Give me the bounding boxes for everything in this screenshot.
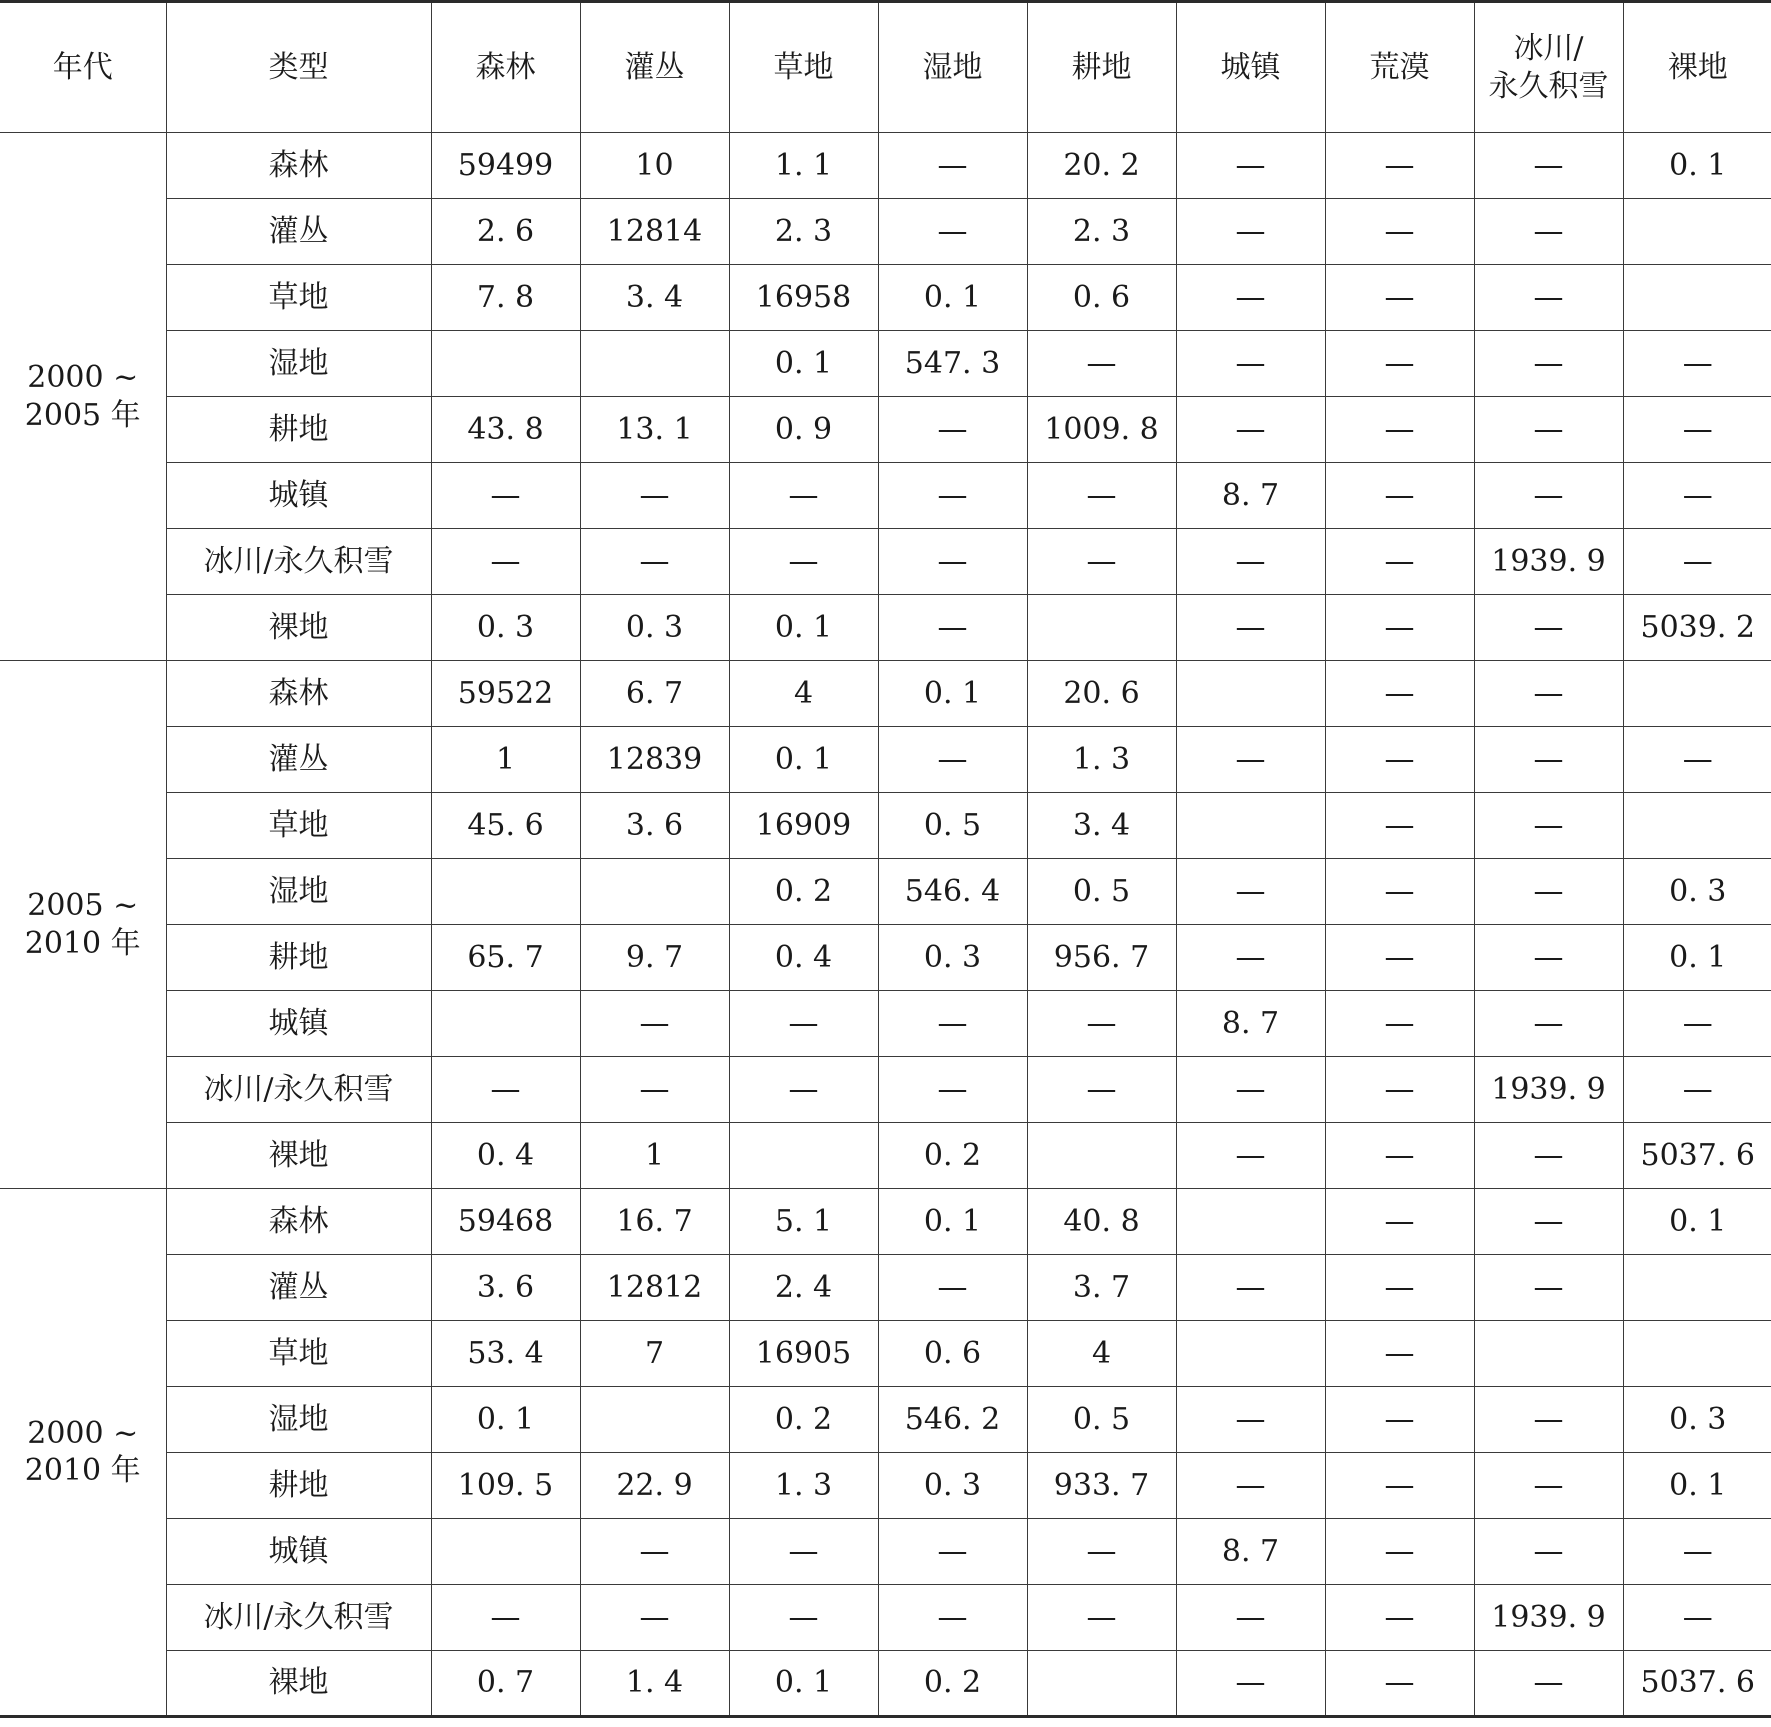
row-type-label: 城镇 xyxy=(166,1519,431,1585)
table-cell: 7 xyxy=(580,1321,729,1387)
column-header xyxy=(0,2,166,133)
table-cell: — xyxy=(1027,331,1176,397)
table-cell: 0. 1 xyxy=(1623,1453,1771,1519)
table-cell: — xyxy=(1325,1321,1474,1387)
table-cell: 0. 3 xyxy=(878,1453,1027,1519)
table-cell: 1939. 9 xyxy=(1474,529,1623,595)
table-cell xyxy=(431,859,580,925)
table-cell: — xyxy=(1474,925,1623,991)
table-cell: 0. 1 xyxy=(729,595,878,661)
table-cell: — xyxy=(1176,1057,1325,1123)
table-cell: — xyxy=(1623,331,1771,397)
table-cell: — xyxy=(729,1519,878,1585)
table-cell: — xyxy=(1325,1189,1474,1255)
table-cell: — xyxy=(1176,331,1325,397)
table-cell xyxy=(580,1387,729,1453)
table-cell xyxy=(580,331,729,397)
table-cell xyxy=(1027,1123,1176,1189)
table-cell: — xyxy=(878,463,1027,529)
table-cell: 7. 8 xyxy=(431,265,580,331)
column-header xyxy=(431,2,580,133)
table-cell: — xyxy=(1325,1255,1474,1321)
table-cell: 2. 4 xyxy=(729,1255,878,1321)
table-cell: — xyxy=(1176,1585,1325,1651)
table-cell: — xyxy=(1176,1255,1325,1321)
table-cell: 0. 1 xyxy=(1623,925,1771,991)
table-cell: — xyxy=(1474,991,1623,1057)
table-cell: — xyxy=(1325,1387,1474,1453)
table-row xyxy=(0,397,1771,463)
table-cell: — xyxy=(580,1585,729,1651)
table-cell: — xyxy=(1176,595,1325,661)
period-cell xyxy=(0,1189,166,1717)
table-cell: 0. 4 xyxy=(431,1123,580,1189)
table-cell: 0. 2 xyxy=(729,859,878,925)
table-row xyxy=(0,727,1771,793)
table-row xyxy=(0,1585,1771,1651)
table-cell: — xyxy=(1176,1651,1325,1717)
table-row xyxy=(0,1321,1771,1387)
table-cell xyxy=(1176,1189,1325,1255)
table-cell: — xyxy=(1027,1057,1176,1123)
table-cell: 0. 6 xyxy=(1027,265,1176,331)
table-cell: 1. 4 xyxy=(580,1651,729,1717)
table-cell: 0. 1 xyxy=(878,265,1027,331)
table-cell: 0. 7 xyxy=(431,1651,580,1717)
column-header xyxy=(1176,2,1325,133)
table-cell: — xyxy=(1474,727,1623,793)
row-type-label: 裸地 xyxy=(166,1651,431,1717)
table-cell: — xyxy=(431,1057,580,1123)
table-cell: 43. 8 xyxy=(431,397,580,463)
row-type-label: 灌丛 xyxy=(166,199,431,265)
table-cell: 5037. 6 xyxy=(1623,1123,1771,1189)
table-cell: 0. 4 xyxy=(729,925,878,991)
table-cell: 0. 3 xyxy=(431,595,580,661)
table-cell: — xyxy=(729,991,878,1057)
table-cell: — xyxy=(1623,1519,1771,1585)
table-row xyxy=(0,1387,1771,1453)
row-type-label: 森林 xyxy=(166,661,431,727)
table-row xyxy=(0,1453,1771,1519)
table-cell: — xyxy=(1325,133,1474,199)
table-cell: — xyxy=(1176,1123,1325,1189)
table-cell: — xyxy=(729,1057,878,1123)
column-header-text: 冰川/ xyxy=(1513,31,1584,66)
table-cell: 2. 6 xyxy=(431,199,580,265)
table-cell: — xyxy=(580,1057,729,1123)
table-cell: — xyxy=(1623,1585,1771,1651)
table-cell: 8. 7 xyxy=(1176,463,1325,529)
table-cell: 1 xyxy=(431,727,580,793)
table-cell: 3. 4 xyxy=(1027,793,1176,859)
table-cell: — xyxy=(878,595,1027,661)
table-cell: — xyxy=(1474,265,1623,331)
table-cell: — xyxy=(1027,1519,1176,1585)
table-cell xyxy=(1623,265,1771,331)
table-cell: — xyxy=(1176,265,1325,331)
table-cell xyxy=(1176,793,1325,859)
table-cell: 45. 6 xyxy=(431,793,580,859)
row-type-label: 城镇 xyxy=(166,463,431,529)
table-cell: — xyxy=(1325,1585,1474,1651)
table-cell: — xyxy=(1474,1189,1623,1255)
table-cell: — xyxy=(1325,331,1474,397)
table-header xyxy=(0,2,1771,133)
table-cell: 59499 xyxy=(431,133,580,199)
table-cell xyxy=(431,991,580,1057)
table-cell: 546. 4 xyxy=(878,859,1027,925)
table-cell: 2. 3 xyxy=(1027,199,1176,265)
table-cell: — xyxy=(1176,529,1325,595)
table-cell xyxy=(1474,1321,1623,1387)
table-row xyxy=(0,595,1771,661)
table-cell xyxy=(580,859,729,925)
table-cell: 12814 xyxy=(580,199,729,265)
table-cell: 1009. 8 xyxy=(1027,397,1176,463)
table-cell xyxy=(1623,1321,1771,1387)
table-cell: 2. 3 xyxy=(729,199,878,265)
table-cell: 13. 1 xyxy=(580,397,729,463)
table-row xyxy=(0,331,1771,397)
table-cell: — xyxy=(1325,1453,1474,1519)
table-cell xyxy=(1027,595,1176,661)
table-cell: 16909 xyxy=(729,793,878,859)
table-cell: — xyxy=(431,463,580,529)
table-cell: — xyxy=(1474,1387,1623,1453)
table-cell: 1 xyxy=(580,1123,729,1189)
table-cell: 5037. 6 xyxy=(1623,1651,1771,1717)
table-cell: — xyxy=(580,529,729,595)
table-cell: 8. 7 xyxy=(1176,991,1325,1057)
table-cell: — xyxy=(1027,991,1176,1057)
table-row xyxy=(0,991,1771,1057)
table-cell: — xyxy=(878,199,1027,265)
table-row xyxy=(0,1255,1771,1321)
table-cell: — xyxy=(580,463,729,529)
table-cell: 0. 3 xyxy=(580,595,729,661)
table-cell: — xyxy=(1325,925,1474,991)
table-cell: 0. 1 xyxy=(1623,1189,1771,1255)
table-cell: 3. 6 xyxy=(431,1255,580,1321)
table-cell: 59468 xyxy=(431,1189,580,1255)
table-cell: — xyxy=(1474,1255,1623,1321)
period-label: 2010 年 xyxy=(24,925,141,961)
table-cell: 1. 3 xyxy=(1027,727,1176,793)
table-cell: 53. 4 xyxy=(431,1321,580,1387)
table-row xyxy=(0,199,1771,265)
table-cell: 12839 xyxy=(580,727,729,793)
column-header-text: 城镇 xyxy=(1220,49,1281,85)
table-cell: — xyxy=(1623,397,1771,463)
row-type-label: 耕地 xyxy=(166,925,431,991)
table-cell: 0. 1 xyxy=(878,1189,1027,1255)
column-header-text: 类型 xyxy=(268,49,329,85)
row-type-label: 裸地 xyxy=(166,1123,431,1189)
period-label: 2010 年 xyxy=(24,1453,141,1488)
table-cell: 5039. 2 xyxy=(1623,595,1771,661)
column-header-text: 荒漠 xyxy=(1369,49,1430,85)
table-cell: — xyxy=(1176,1387,1325,1453)
table-cell: 65. 7 xyxy=(431,925,580,991)
table-cell: — xyxy=(1474,1453,1623,1519)
row-type-label: 冰川/永久积雪 xyxy=(166,1057,431,1123)
table-cell: 8. 7 xyxy=(1176,1519,1325,1585)
table-cell: — xyxy=(1176,133,1325,199)
table-cell: 0. 5 xyxy=(1027,859,1176,925)
table-cell xyxy=(1176,1321,1325,1387)
table-cell xyxy=(1623,793,1771,859)
table-cell: 0. 1 xyxy=(729,1651,878,1717)
table-cell: — xyxy=(1325,1519,1474,1585)
table-cell: 12812 xyxy=(580,1255,729,1321)
table-cell: — xyxy=(878,397,1027,463)
table-cell: 0. 2 xyxy=(878,1123,1027,1189)
table-cell: 547. 3 xyxy=(878,331,1027,397)
table-cell: — xyxy=(729,463,878,529)
table-cell: — xyxy=(1474,133,1623,199)
table-cell: — xyxy=(878,133,1027,199)
column-header-text: 草地 xyxy=(773,49,834,85)
table-cell: — xyxy=(1474,1651,1623,1717)
table-cell: — xyxy=(1325,265,1474,331)
table-cell: 1939. 9 xyxy=(1474,1585,1623,1651)
table-cell: 0. 2 xyxy=(878,1651,1027,1717)
column-header xyxy=(166,2,431,133)
table-cell xyxy=(1176,661,1325,727)
row-type-label: 裸地 xyxy=(166,595,431,661)
table-cell: 9. 7 xyxy=(580,925,729,991)
table-cell: 0. 3 xyxy=(1623,859,1771,925)
table-cell: 16. 7 xyxy=(580,1189,729,1255)
table-cell: 956. 7 xyxy=(1027,925,1176,991)
row-type-label: 耕地 xyxy=(166,397,431,463)
table-cell xyxy=(1623,199,1771,265)
table-cell: — xyxy=(431,1585,580,1651)
header-row xyxy=(0,2,1771,133)
table-cell: — xyxy=(1325,1057,1474,1123)
table-cell: — xyxy=(1474,793,1623,859)
table-cell: — xyxy=(1176,397,1325,463)
table-cell: 0. 9 xyxy=(729,397,878,463)
table-cell: — xyxy=(1176,199,1325,265)
table-cell: 1. 1 xyxy=(729,133,878,199)
table-cell: — xyxy=(1623,727,1771,793)
column-header-text: 年代 xyxy=(52,49,113,85)
table-cell: 40. 8 xyxy=(1027,1189,1176,1255)
table-cell: — xyxy=(1325,199,1474,265)
table-cell: — xyxy=(1325,661,1474,727)
table-cell: — xyxy=(1325,859,1474,925)
table-cell: 933. 7 xyxy=(1027,1453,1176,1519)
column-header xyxy=(1474,2,1623,133)
table-cell: 1939. 9 xyxy=(1474,1057,1623,1123)
table-cell: — xyxy=(1325,727,1474,793)
table-cell: — xyxy=(580,1519,729,1585)
table-cell: — xyxy=(729,1585,878,1651)
table-row xyxy=(0,133,1771,199)
period-label: 2000 ~ xyxy=(27,1415,139,1451)
table-cell: 20. 6 xyxy=(1027,661,1176,727)
table-cell: — xyxy=(1027,463,1176,529)
row-type-label: 湿地 xyxy=(166,859,431,925)
table-body xyxy=(0,133,1771,1717)
table-row xyxy=(0,925,1771,991)
table-cell: — xyxy=(1325,397,1474,463)
table-cell: — xyxy=(878,1585,1027,1651)
table-cell: 4 xyxy=(729,661,878,727)
column-header xyxy=(878,2,1027,133)
column-header xyxy=(580,2,729,133)
table-cell: — xyxy=(1176,925,1325,991)
table-cell: — xyxy=(1623,1057,1771,1123)
table-row xyxy=(0,265,1771,331)
table-cell: — xyxy=(1623,529,1771,595)
row-type-label: 耕地 xyxy=(166,1453,431,1519)
table-cell: — xyxy=(878,529,1027,595)
period-cell xyxy=(0,133,166,661)
column-header xyxy=(1027,2,1176,133)
table-cell: — xyxy=(580,991,729,1057)
table-cell: 109. 5 xyxy=(431,1453,580,1519)
table-cell: — xyxy=(1176,1453,1325,1519)
row-type-label: 城镇 xyxy=(166,991,431,1057)
table-cell: — xyxy=(1474,463,1623,529)
table-cell: — xyxy=(1176,859,1325,925)
period-cell xyxy=(0,661,166,1189)
row-type-label: 冰川/永久积雪 xyxy=(166,529,431,595)
row-type-label: 湿地 xyxy=(166,331,431,397)
table-cell: — xyxy=(1176,727,1325,793)
table-row xyxy=(0,1189,1771,1255)
table-cell: — xyxy=(1027,529,1176,595)
table-row xyxy=(0,1651,1771,1717)
table-cell: 5. 1 xyxy=(729,1189,878,1255)
table-cell: 3. 4 xyxy=(580,265,729,331)
table-cell: — xyxy=(1474,1123,1623,1189)
table-cell: — xyxy=(1474,1519,1623,1585)
table-cell: — xyxy=(1474,661,1623,727)
table-cell: — xyxy=(878,991,1027,1057)
table-cell: 0. 3 xyxy=(878,925,1027,991)
table-cell: 10 xyxy=(580,133,729,199)
table-row xyxy=(0,793,1771,859)
table-cell: — xyxy=(878,1057,1027,1123)
table-cell: — xyxy=(1325,529,1474,595)
table-cell xyxy=(729,1123,878,1189)
row-type-label: 森林 xyxy=(166,133,431,199)
table-cell: 1. 3 xyxy=(729,1453,878,1519)
table-cell: 546. 2 xyxy=(878,1387,1027,1453)
table-cell: 6. 7 xyxy=(580,661,729,727)
table-cell: 0. 1 xyxy=(1623,133,1771,199)
table-cell: — xyxy=(1325,991,1474,1057)
table-cell: — xyxy=(878,727,1027,793)
table-row xyxy=(0,529,1771,595)
table-cell: 3. 7 xyxy=(1027,1255,1176,1321)
row-type-label: 湿地 xyxy=(166,1387,431,1453)
table-row xyxy=(0,1057,1771,1123)
table-row xyxy=(0,463,1771,529)
column-header xyxy=(729,2,878,133)
table-cell: 0. 1 xyxy=(431,1387,580,1453)
table-cell: 4 xyxy=(1027,1321,1176,1387)
table-cell: — xyxy=(1474,595,1623,661)
row-type-label: 草地 xyxy=(166,265,431,331)
table-row xyxy=(0,859,1771,925)
table-cell xyxy=(1027,1651,1176,1717)
table-row xyxy=(0,661,1771,727)
row-type-label: 灌丛 xyxy=(166,1255,431,1321)
table-cell: — xyxy=(1623,991,1771,1057)
table-cell: — xyxy=(1623,463,1771,529)
table-cell: — xyxy=(878,1519,1027,1585)
table-cell: — xyxy=(729,529,878,595)
table-cell: 20. 2 xyxy=(1027,133,1176,199)
table-cell: 22. 9 xyxy=(580,1453,729,1519)
table-cell: — xyxy=(1474,331,1623,397)
table-cell: 16905 xyxy=(729,1321,878,1387)
table-cell xyxy=(1623,1255,1771,1321)
table-cell: — xyxy=(1474,397,1623,463)
table-cell: — xyxy=(1325,793,1474,859)
table-cell: 3. 6 xyxy=(580,793,729,859)
column-header-text: 裸地 xyxy=(1667,49,1728,85)
period-label: 2005 ~ xyxy=(27,888,139,923)
table-cell: — xyxy=(431,529,580,595)
table-cell: 0. 2 xyxy=(729,1387,878,1453)
column-header-text: 永久积雪 xyxy=(1488,68,1609,104)
table-cell xyxy=(431,1519,580,1585)
table-cell: 0. 6 xyxy=(878,1321,1027,1387)
table-cell: 0. 5 xyxy=(878,793,1027,859)
column-header xyxy=(1325,2,1474,133)
table-cell: — xyxy=(1325,463,1474,529)
column-header-text: 森林 xyxy=(475,49,536,85)
table-cell: 0. 1 xyxy=(878,661,1027,727)
row-type-label: 草地 xyxy=(166,793,431,859)
column-header-text: 湿地 xyxy=(922,49,983,85)
table-cell: — xyxy=(1325,595,1474,661)
table-cell: — xyxy=(878,1255,1027,1321)
table-cell: 16958 xyxy=(729,265,878,331)
row-type-label: 灌丛 xyxy=(166,727,431,793)
column-header-text: 灌丛 xyxy=(624,49,685,85)
table-cell: 0. 3 xyxy=(1623,1387,1771,1453)
row-type-label: 草地 xyxy=(166,1321,431,1387)
table-cell: — xyxy=(1474,199,1623,265)
table-cell xyxy=(1623,661,1771,727)
table-row xyxy=(0,1123,1771,1189)
table-cell: 0. 1 xyxy=(729,331,878,397)
column-header xyxy=(1623,2,1771,133)
table-cell: — xyxy=(1027,1585,1176,1651)
row-type-label: 冰川/永久积雪 xyxy=(166,1585,431,1651)
table-cell xyxy=(431,331,580,397)
table-cell: 0. 1 xyxy=(729,727,878,793)
column-header-text: 耕地 xyxy=(1071,49,1132,85)
table-cell: — xyxy=(1325,1123,1474,1189)
period-label: 2005 年 xyxy=(24,397,141,433)
table-cell: 0. 5 xyxy=(1027,1387,1176,1453)
period-label: 2000 ~ xyxy=(27,360,139,395)
table-cell: — xyxy=(1474,859,1623,925)
table-row xyxy=(0,1519,1771,1585)
row-type-label: 森林 xyxy=(166,1189,431,1255)
table-cell: — xyxy=(1325,1651,1474,1717)
table-cell: 59522 xyxy=(431,661,580,727)
